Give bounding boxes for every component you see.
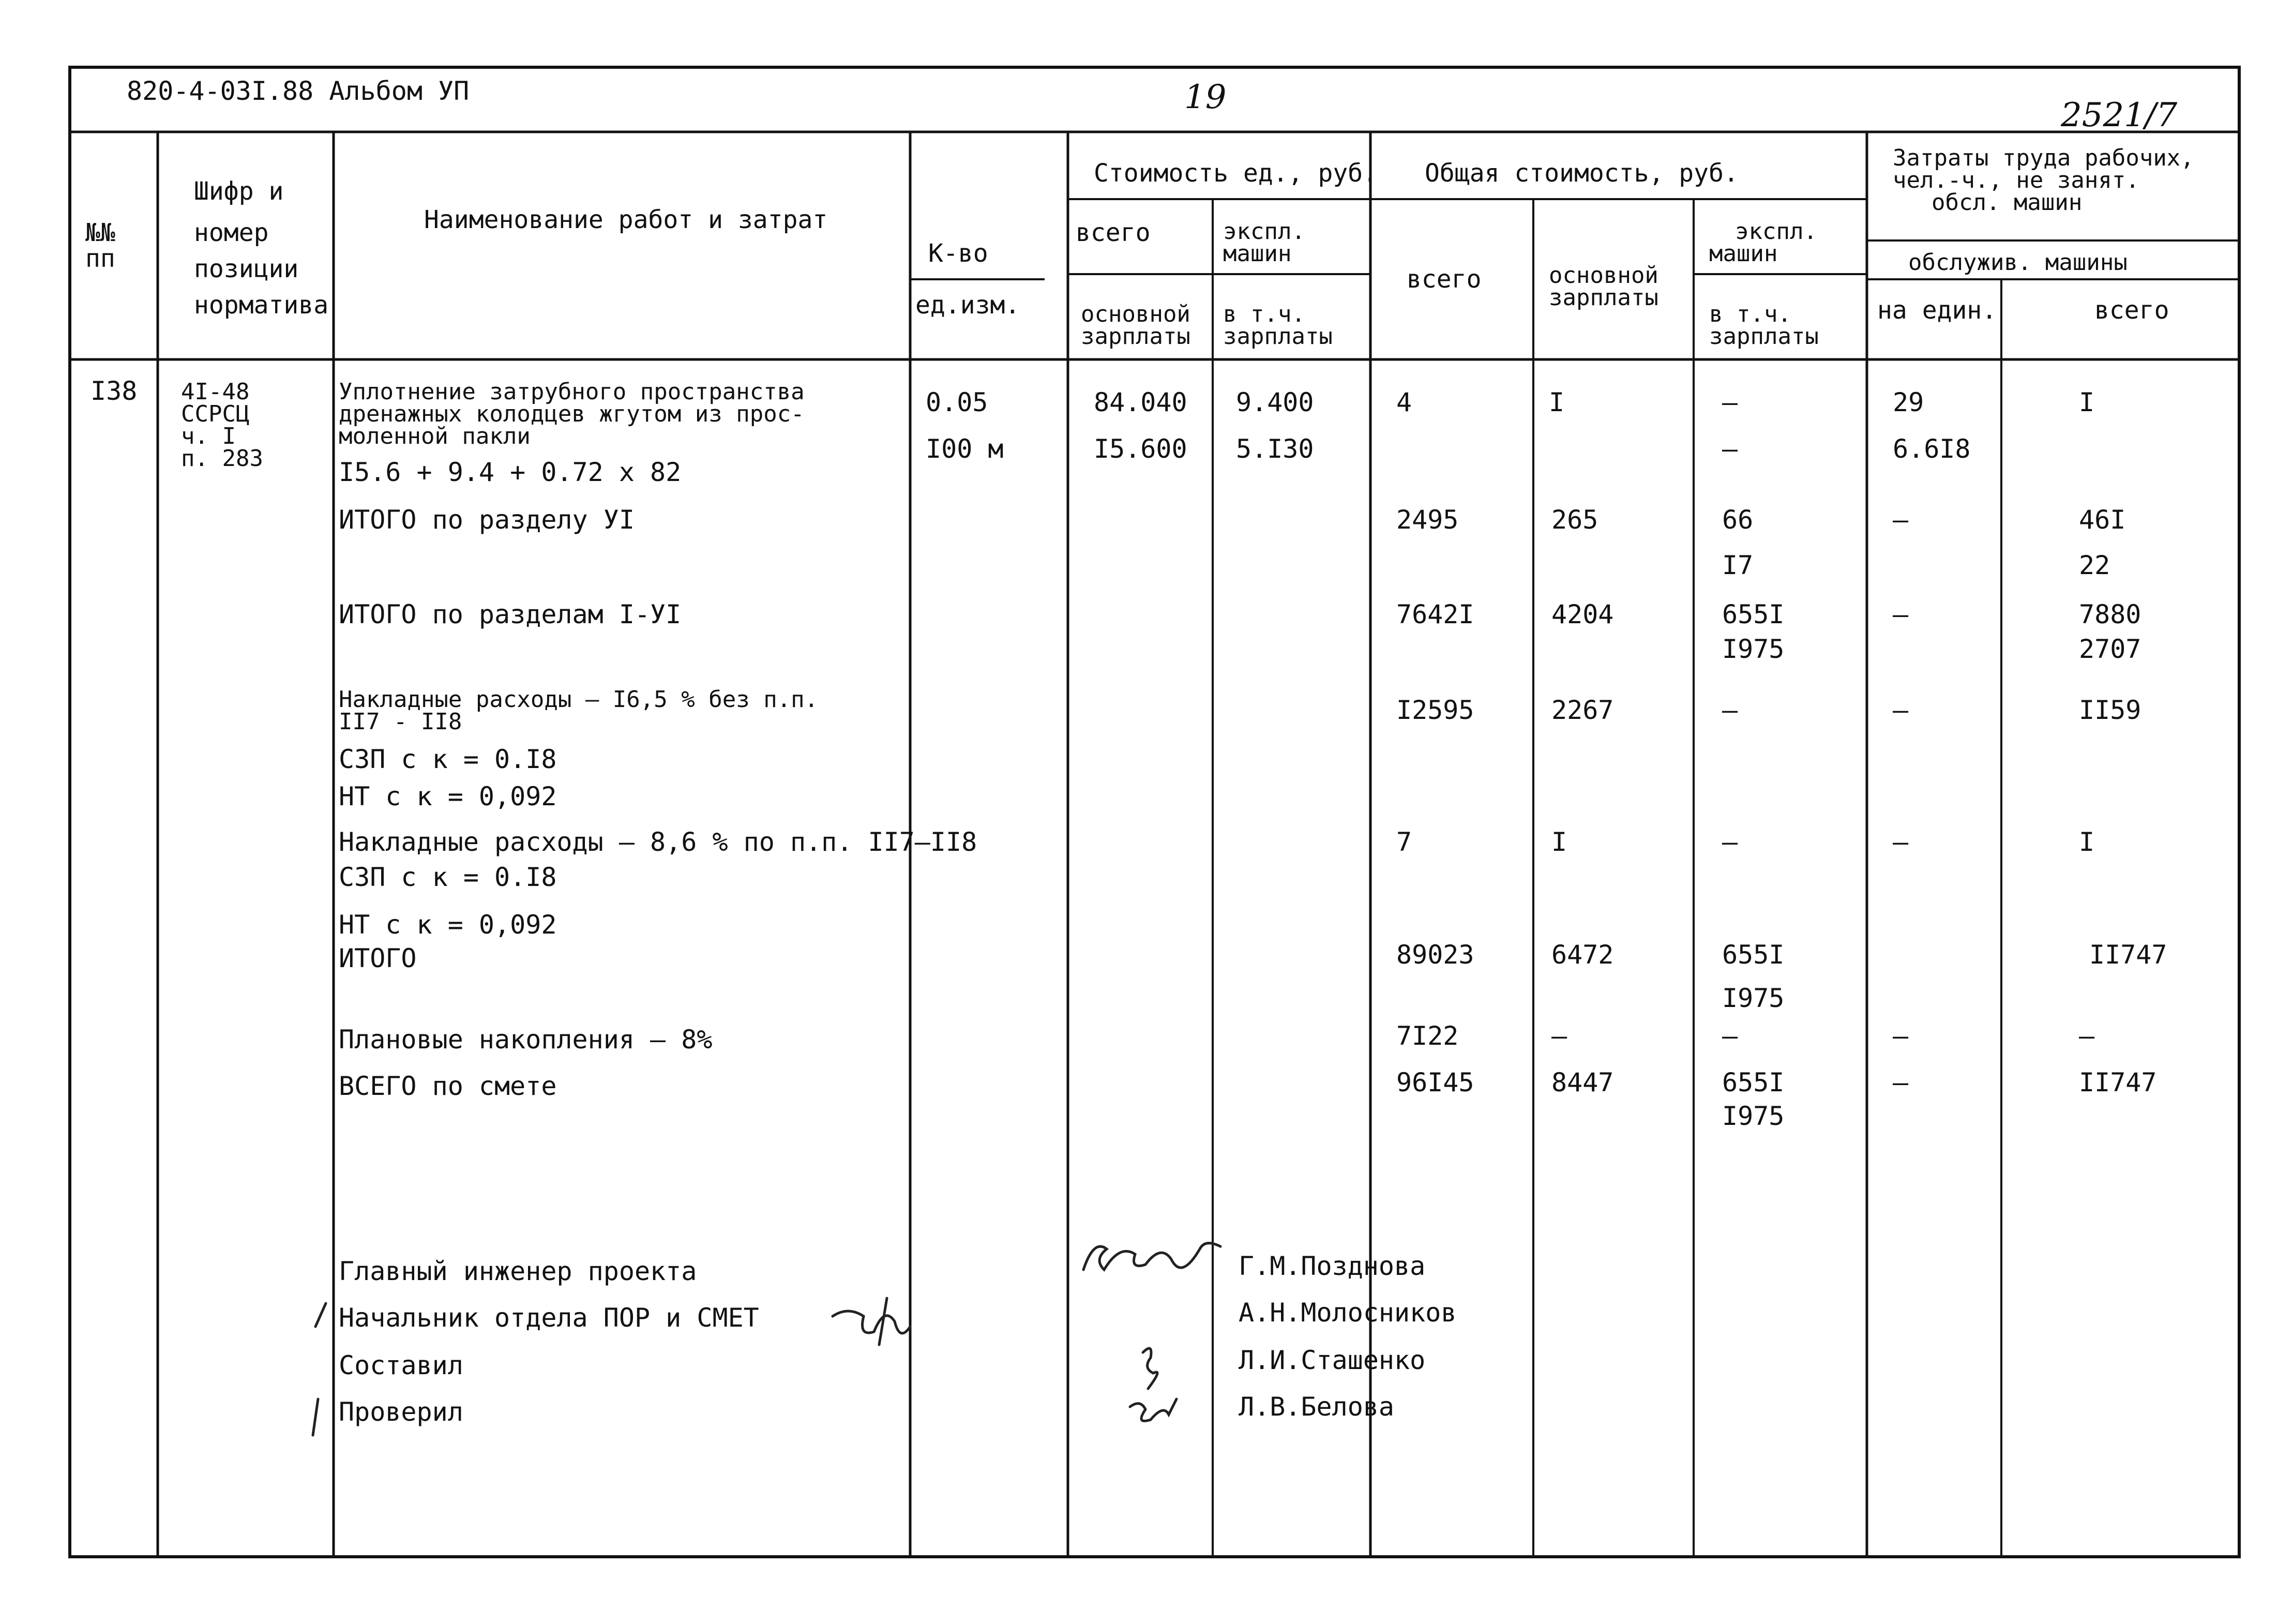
row-labor-total: I bbox=[2079, 387, 2095, 417]
total-salary-header: основной bbox=[1549, 262, 1658, 289]
row-label: ИТОГО по разделу УI bbox=[339, 505, 635, 535]
row-total-incl: I975 bbox=[1722, 1101, 1785, 1131]
row-total-all: 96I45 bbox=[1396, 1067, 1474, 1097]
row-formula: I5.6 + 9.4 + 0.72 х 82 bbox=[339, 457, 682, 487]
col-num-header: №№ пп bbox=[85, 218, 115, 273]
row-sub: НТ с к = 0,092 bbox=[339, 910, 557, 940]
total-all-header: всего bbox=[1407, 265, 1482, 294]
row-name: дренажных колодцев жгутом из прос- bbox=[339, 401, 805, 427]
row-code: ч. I bbox=[181, 423, 236, 449]
labor-machines-header: обслужив. машины bbox=[1908, 249, 2128, 276]
signature-role: Начальник отдела ПОР и СМЕТ bbox=[339, 1303, 759, 1333]
page-number: 19 bbox=[1184, 78, 1227, 116]
row-total-all: I2595 bbox=[1396, 695, 1474, 725]
row-sub: СЗП с к = 0.I8 bbox=[339, 862, 557, 892]
row-name: Уплотнение затрубного пространства bbox=[339, 379, 805, 405]
col-code-line: норматива bbox=[194, 291, 329, 320]
row-label: ИТОГО bbox=[339, 943, 417, 973]
row-total-all: 4 bbox=[1396, 387, 1412, 417]
row-sub: СЗП с к = 0.I8 bbox=[339, 744, 557, 774]
col-name-header: Наименование работ и затрат bbox=[424, 205, 828, 234]
row-code: ССРСЦ bbox=[181, 401, 250, 427]
row-labor-unit: – bbox=[1893, 505, 1909, 535]
row-name: моленной пакли bbox=[339, 423, 531, 449]
row-label: II7 - II8 bbox=[339, 709, 462, 735]
row-labor-total: 46I bbox=[2079, 505, 2126, 535]
row-total-salary: I bbox=[1549, 387, 1565, 417]
row-unit-total: 84.040 bbox=[1094, 387, 1187, 417]
total-machine-header: машин bbox=[1709, 240, 1778, 267]
row-total-machine: 655I bbox=[1722, 1067, 1785, 1097]
unit-machine-header: экспл. bbox=[1223, 218, 1305, 245]
unit-cost-header: Стоимость ед., руб. bbox=[1094, 159, 1378, 188]
row-labor-total: II747 bbox=[2089, 940, 2167, 970]
row-total-machine: – bbox=[1722, 1021, 1738, 1051]
row-labor-unit: 29 bbox=[1893, 387, 1924, 417]
row-total-incl: – bbox=[1722, 434, 1738, 464]
col-unit-header: ед.изм. bbox=[915, 291, 1020, 320]
row-code: 4I-48 bbox=[181, 379, 250, 405]
labor-header: обсл. машин bbox=[1932, 189, 2083, 216]
row-total-all: 7642I bbox=[1396, 599, 1474, 629]
row-labor-total: I bbox=[2079, 827, 2095, 857]
row-unit-machine: 9.400 bbox=[1236, 387, 1314, 417]
row-total-machine: 655I bbox=[1722, 599, 1785, 629]
row-total-all: 7 bbox=[1396, 827, 1412, 857]
signature-name: Г.М.Позднова bbox=[1239, 1251, 1426, 1281]
row-total-salary: 8447 bbox=[1551, 1067, 1614, 1097]
signature-scribble bbox=[1083, 1243, 1220, 1270]
row-labor-unit: – bbox=[1893, 827, 1909, 857]
row-unit-salary: I5.600 bbox=[1094, 434, 1187, 464]
signature-role: Составил bbox=[339, 1350, 463, 1380]
labor-header: Затраты труда рабочих, bbox=[1893, 145, 2194, 171]
col-code-line: номер bbox=[194, 218, 269, 247]
row-label: Плановые накопления – 8% bbox=[339, 1025, 713, 1055]
row-total-salary: 265 bbox=[1551, 505, 1598, 535]
row-total-machine: 655I bbox=[1722, 940, 1785, 970]
total-incl-header: в т.ч. bbox=[1709, 301, 1791, 327]
row-code: п. 283 bbox=[181, 445, 263, 472]
row-qty: 0.05 bbox=[926, 387, 988, 417]
row-labor-total-2: 2707 bbox=[2079, 634, 2141, 664]
row-labor-unit: – bbox=[1893, 599, 1909, 629]
row-num: I38 bbox=[90, 376, 138, 406]
row-sub: НТ с к = 0,092 bbox=[339, 781, 557, 811]
labor-total-header: всего bbox=[2094, 296, 2169, 325]
row-labor-unit: – bbox=[1893, 695, 1909, 725]
row-labor-total: – bbox=[2079, 1021, 2095, 1051]
signature-scribble bbox=[833, 1298, 910, 1345]
row-total-incl: I975 bbox=[1722, 983, 1785, 1013]
row-total-machine: 66 bbox=[1722, 505, 1754, 535]
col-code-line: Шифр и bbox=[194, 177, 284, 206]
row-label: Накладные расходы – I6,5 % без п.п. bbox=[339, 686, 819, 713]
col-code-line: позиции bbox=[194, 254, 299, 283]
row-total-salary: – bbox=[1551, 1021, 1567, 1051]
total-salary-header: зарплаты bbox=[1549, 284, 1658, 311]
signature-scribble bbox=[1130, 1348, 1176, 1421]
total-machine-header: экспл. bbox=[1735, 218, 1817, 245]
row-total-machine: – bbox=[1722, 387, 1738, 417]
row-label: ИТОГО по разделам I-УI bbox=[339, 599, 682, 629]
row-labor-total: II747 bbox=[2079, 1067, 2157, 1097]
signature-role: Главный инженер проекта bbox=[339, 1256, 697, 1286]
row-total-incl: I975 bbox=[1722, 634, 1785, 664]
row-unit-incl: 5.I30 bbox=[1236, 434, 1314, 464]
signature-name: А.Н.Молосников bbox=[1239, 1298, 1457, 1328]
signature-role: Проверил bbox=[339, 1397, 463, 1427]
row-labor-unit: – bbox=[1893, 1067, 1909, 1097]
unit-machine-header: машин bbox=[1223, 240, 1292, 267]
signature-name: Л.И.Сташенко bbox=[1239, 1345, 1426, 1375]
row-total-machine: – bbox=[1722, 695, 1738, 725]
row-total-all: 7I22 bbox=[1396, 1021, 1459, 1051]
total-incl-header: зарплаты bbox=[1709, 323, 1819, 350]
row-total-salary: I bbox=[1551, 827, 1567, 857]
unit-salary-header: зарплаты bbox=[1081, 323, 1190, 350]
row-labor-total-2: 22 bbox=[2079, 550, 2110, 580]
row-unit: I00 м bbox=[926, 434, 1004, 464]
unit-incl-header: зарплаты bbox=[1223, 323, 1333, 350]
row-labor-unit-2: 6.6I8 bbox=[1893, 434, 1971, 464]
unit-incl-header: в т.ч. bbox=[1223, 301, 1305, 327]
row-total-incl: I7 bbox=[1722, 550, 1754, 580]
row-total-machine: – bbox=[1722, 827, 1738, 857]
row-total-salary: 2267 bbox=[1551, 695, 1614, 725]
signature-name: Л.В.Белова bbox=[1239, 1392, 1395, 1422]
row-labor-total: II59 bbox=[2079, 695, 2141, 725]
row-label: Накладные расходы – 8,6 % по п.п. II7–II8 bbox=[339, 827, 977, 857]
row-total-salary: 6472 bbox=[1551, 940, 1614, 970]
album-title: 820-4-03I.88 Альбом УП bbox=[127, 76, 470, 106]
row-total-all: 89023 bbox=[1396, 940, 1474, 970]
col-qty-header: К-во bbox=[928, 239, 988, 268]
total-cost-header: Общая стоимость, руб. bbox=[1425, 159, 1739, 188]
unit-total-header: всего bbox=[1076, 218, 1151, 247]
row-labor-unit: – bbox=[1893, 1021, 1909, 1051]
labor-unit-header: на един. bbox=[1877, 296, 1997, 325]
sheet-code: 2521/7 bbox=[2061, 96, 2178, 134]
row-labor-total: 7880 bbox=[2079, 599, 2141, 629]
row-total-salary: 4204 bbox=[1551, 599, 1614, 629]
unit-salary-header: основной bbox=[1081, 301, 1190, 327]
row-label: ВСЕГО по смете bbox=[339, 1071, 557, 1101]
row-total-all: 2495 bbox=[1396, 505, 1459, 535]
labor-header: чел.-ч., не занят. bbox=[1893, 167, 2139, 193]
